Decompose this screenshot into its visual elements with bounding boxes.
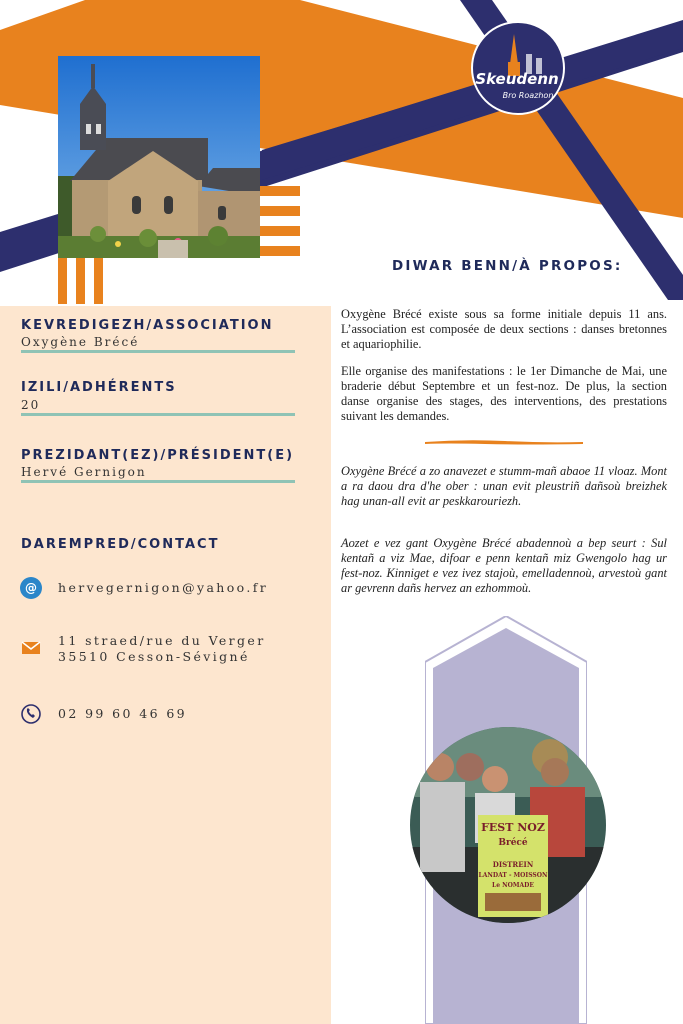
about-title: DIWAR BENN/À PROPOS: bbox=[392, 258, 623, 274]
president-value: Hervé Gernigon bbox=[21, 465, 147, 479]
poster-title: FEST NOZ bbox=[481, 821, 545, 834]
contact-label: DAREMPRED/CONTACT bbox=[21, 537, 220, 552]
about-paragraph-2: Elle organise des manifestations : le 1er Dimanche de Mai, une braderie début Septembre et un fest-noz. De plus, la section danse organise des stages, des interventions, des prestations suivant les demandes. bbox=[341, 364, 667, 423]
festnoz-photo bbox=[410, 727, 606, 923]
logo-title: Skeudenn bbox=[475, 70, 559, 88]
stripe-h1 bbox=[260, 186, 300, 196]
stripe-h3 bbox=[260, 226, 300, 236]
divider-members bbox=[21, 413, 295, 416]
brush-divider bbox=[425, 438, 583, 446]
church-photo bbox=[58, 56, 260, 258]
breton-paragraph-2: Aozet e vez gant Oxygène Brécé abadennoù a bep seurt : Sul kentañ a viz Mae, difoar e penn kentañ miz Gwengolo hag ur fest-noz. Kinniget e vez ivez stajoù, emelladennoù, arvestoù gant ar gevrenn dañs hervez an ezhommoù. bbox=[341, 536, 667, 595]
divider-president bbox=[21, 480, 295, 483]
skeudenn-logo bbox=[470, 20, 566, 116]
association-label: KEVREDIGEZH/ASSOCIATION bbox=[21, 318, 274, 333]
address-line2: 35510 Cesson-Sévigné bbox=[58, 649, 250, 664]
email-link[interactable]: hervegernigon@yahoo.fr bbox=[58, 580, 269, 595]
address-line1: 11 straed/rue du Verger bbox=[58, 633, 266, 648]
association-value: Oxygène Brécé bbox=[21, 335, 140, 349]
phone-number[interactable]: 02 99 60 46 69 bbox=[58, 706, 188, 721]
stripe-v2 bbox=[76, 258, 85, 304]
email-icon bbox=[20, 577, 42, 599]
mail-envelope-icon bbox=[20, 636, 42, 658]
poster-line3: Le NOMADE bbox=[492, 882, 534, 889]
phone-icon bbox=[20, 703, 42, 725]
stripe-h2 bbox=[260, 206, 300, 216]
poster-town: Brécé bbox=[498, 838, 528, 848]
poster-line2: LANDAT - MOISSON bbox=[478, 872, 548, 879]
stripe-v1 bbox=[58, 258, 67, 304]
poster-line1: DISTREIN bbox=[492, 860, 534, 869]
president-label: PREZIDANT(EZ)/PRÉSIDENT(E) bbox=[21, 448, 295, 463]
breton-paragraph-1: Oxygène Brécé a zo anavezet e stumm-mañ abaoe 11 vloaz. Mont a ra daou dra d'he ober : unan evit pleustriñ dañsoù breizhek hag unan-all evit ar peskkarouriezh. bbox=[341, 464, 667, 508]
stripe-h4 bbox=[260, 246, 300, 256]
members-value: 20 bbox=[21, 398, 41, 412]
members-label: IZILI/ADHÉRENTS bbox=[21, 380, 177, 395]
about-paragraph-1: Oxygène Brécé existe sous sa forme initiale depuis 11 ans. L’association est composée de deux sections : danses bretonnes et aquariophilie. bbox=[341, 307, 667, 351]
divider-association bbox=[21, 350, 295, 353]
svg-text:@: @ bbox=[25, 581, 37, 595]
logo-subtitle: Bro Roazhon bbox=[502, 91, 554, 100]
stripe-v3 bbox=[94, 258, 103, 304]
